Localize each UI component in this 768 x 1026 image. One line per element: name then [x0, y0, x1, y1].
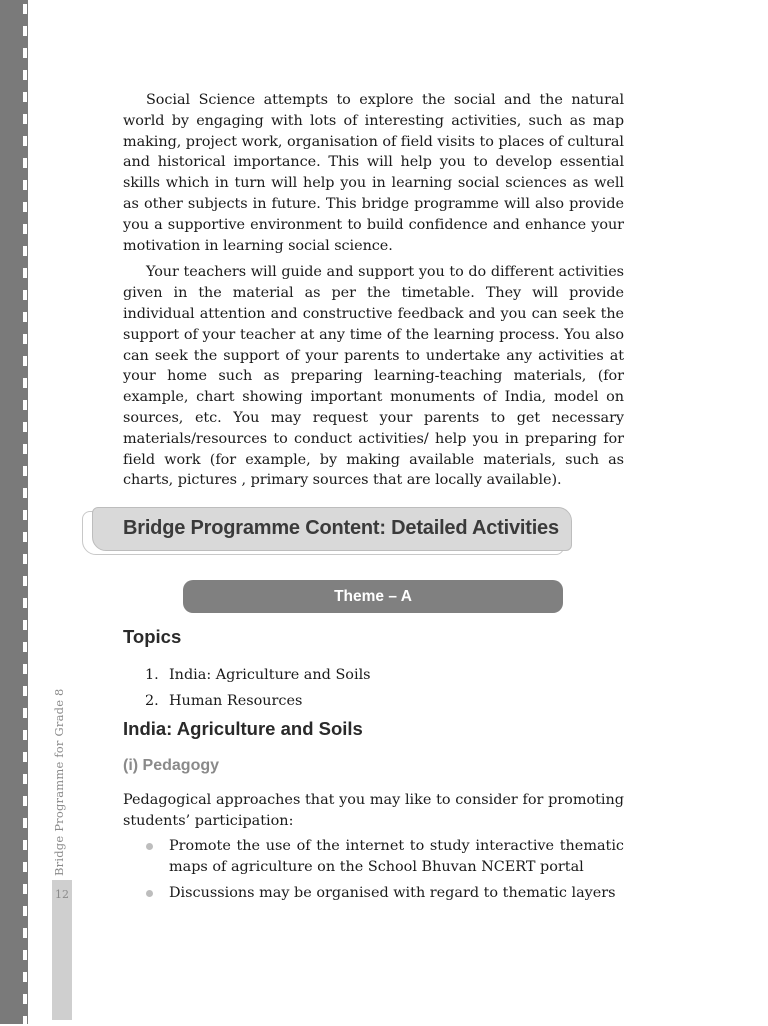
topic-number: 2. — [145, 693, 159, 709]
topic-text: India: Agriculture and Soils — [169, 667, 371, 683]
pedagogy-heading: (i) Pedagogy — [123, 757, 220, 774]
binding-dash — [23, 884, 27, 894]
binding-dash — [23, 532, 27, 542]
binding-dash — [23, 752, 27, 762]
binding-dash — [23, 180, 27, 190]
binding-strip — [0, 0, 28, 1024]
section-banner — [82, 505, 572, 555]
binding-dash — [23, 928, 27, 938]
binding-dash — [23, 202, 27, 212]
pedagogy-intro: Pedagogical approaches that you may like to consider for promoting students’ participation: — [123, 792, 624, 829]
binding-dash — [23, 488, 27, 498]
binding-dash — [23, 664, 27, 674]
banner-fill — [92, 507, 572, 551]
pedagogy-bullets — [145, 836, 624, 908]
topic-item — [145, 688, 605, 714]
intro-paragraph-1: Social Science attempts to explore the social and the natural world by engaging with lots of interesting activities, such as map making, project work, organisation of field visits to places of cultural and historical importance. This will help you to develop essential skills which in turn will help you in learning social sciences as well as other subjects in future. This bridge programme will also provide you a supportive environment to build confidence and enhance your motivation in learning social science. — [123, 92, 624, 254]
binding-dash — [23, 114, 27, 124]
topic-item — [145, 662, 605, 688]
binding-dash — [23, 686, 27, 696]
binding-dash — [23, 708, 27, 718]
binding-dash — [23, 862, 27, 872]
binding-dash — [23, 246, 27, 256]
topic-number: 1. — [145, 667, 159, 683]
binding-dash — [23, 554, 27, 564]
binding-dash — [23, 290, 27, 300]
binding-dash — [23, 818, 27, 828]
binding-dash — [23, 510, 27, 520]
section-banner-title: Bridge Programme Content: Detailed Activities — [123, 517, 559, 539]
bullet-item — [145, 836, 624, 878]
topics-heading: Topics — [123, 626, 182, 647]
binding-dash — [23, 620, 27, 630]
intro-paragraph-2: Your teachers will guide and support you to do different activities given in the material as per the timetable. They will provide individual attention and constructive feedback and you can seek the support of your teacher at any time of the learning process. You also can seek the support of your parents to undertake any activities at your home such as preparing learning-teaching materials, (for example, chart showing important monuments of India, model on sources, etc. You may request your parents to get necessary materials/resources to conduct activities/ help you in preparing for field work (for example, by making available materials, such as charts, pictures , primary sources that are locally available). — [123, 264, 624, 489]
bullet-dot-icon — [146, 843, 153, 850]
binding-dash — [23, 950, 27, 960]
binding-dash — [23, 158, 27, 168]
running-header-label: Bridge Programme for Grade 8 — [52, 688, 66, 876]
binding-dash — [23, 840, 27, 850]
binding-dash — [23, 972, 27, 982]
binding-dash — [23, 48, 27, 58]
binding-dash — [23, 994, 27, 1004]
binding-dash — [23, 466, 27, 476]
binding-dash — [23, 26, 27, 36]
binding-dash — [23, 642, 27, 652]
binding-dash — [23, 598, 27, 608]
bullet-item — [145, 883, 624, 904]
binding-dash — [23, 312, 27, 322]
binding-dash — [23, 92, 27, 102]
topics-list — [145, 662, 605, 714]
page-number: 12 — [55, 888, 69, 901]
binding-dash — [23, 136, 27, 146]
binding-dash — [23, 70, 27, 80]
page-number-tab — [52, 880, 72, 1020]
binding-dash — [23, 400, 27, 410]
binding-dash — [23, 224, 27, 234]
binding-dash — [23, 906, 27, 916]
binding-dash — [23, 576, 27, 586]
binding-dash — [23, 356, 27, 366]
binding-dash — [23, 444, 27, 454]
binding-dash — [23, 4, 27, 14]
binding-dash — [23, 378, 27, 388]
binding-dash — [23, 730, 27, 740]
bullet-text: Discussions may be organised with regard to thematic layers — [169, 884, 616, 901]
subsection-title: India: Agriculture and Soils — [123, 718, 363, 739]
binding-dash — [23, 268, 27, 278]
binding-dash — [23, 422, 27, 432]
binding-dash — [23, 774, 27, 784]
binding-dash — [23, 334, 27, 344]
intro-text — [123, 90, 624, 497]
binding-dash — [23, 796, 27, 806]
theme-label: Theme – A — [183, 580, 563, 613]
bullet-text: Promote the use of the internet to study interactive thematic maps of agriculture on the School Bhuvan NCERT portal — [169, 838, 624, 875]
binding-dash — [23, 1016, 27, 1026]
bullet-dot-icon — [146, 890, 153, 897]
topic-text: Human Resources — [169, 693, 303, 709]
